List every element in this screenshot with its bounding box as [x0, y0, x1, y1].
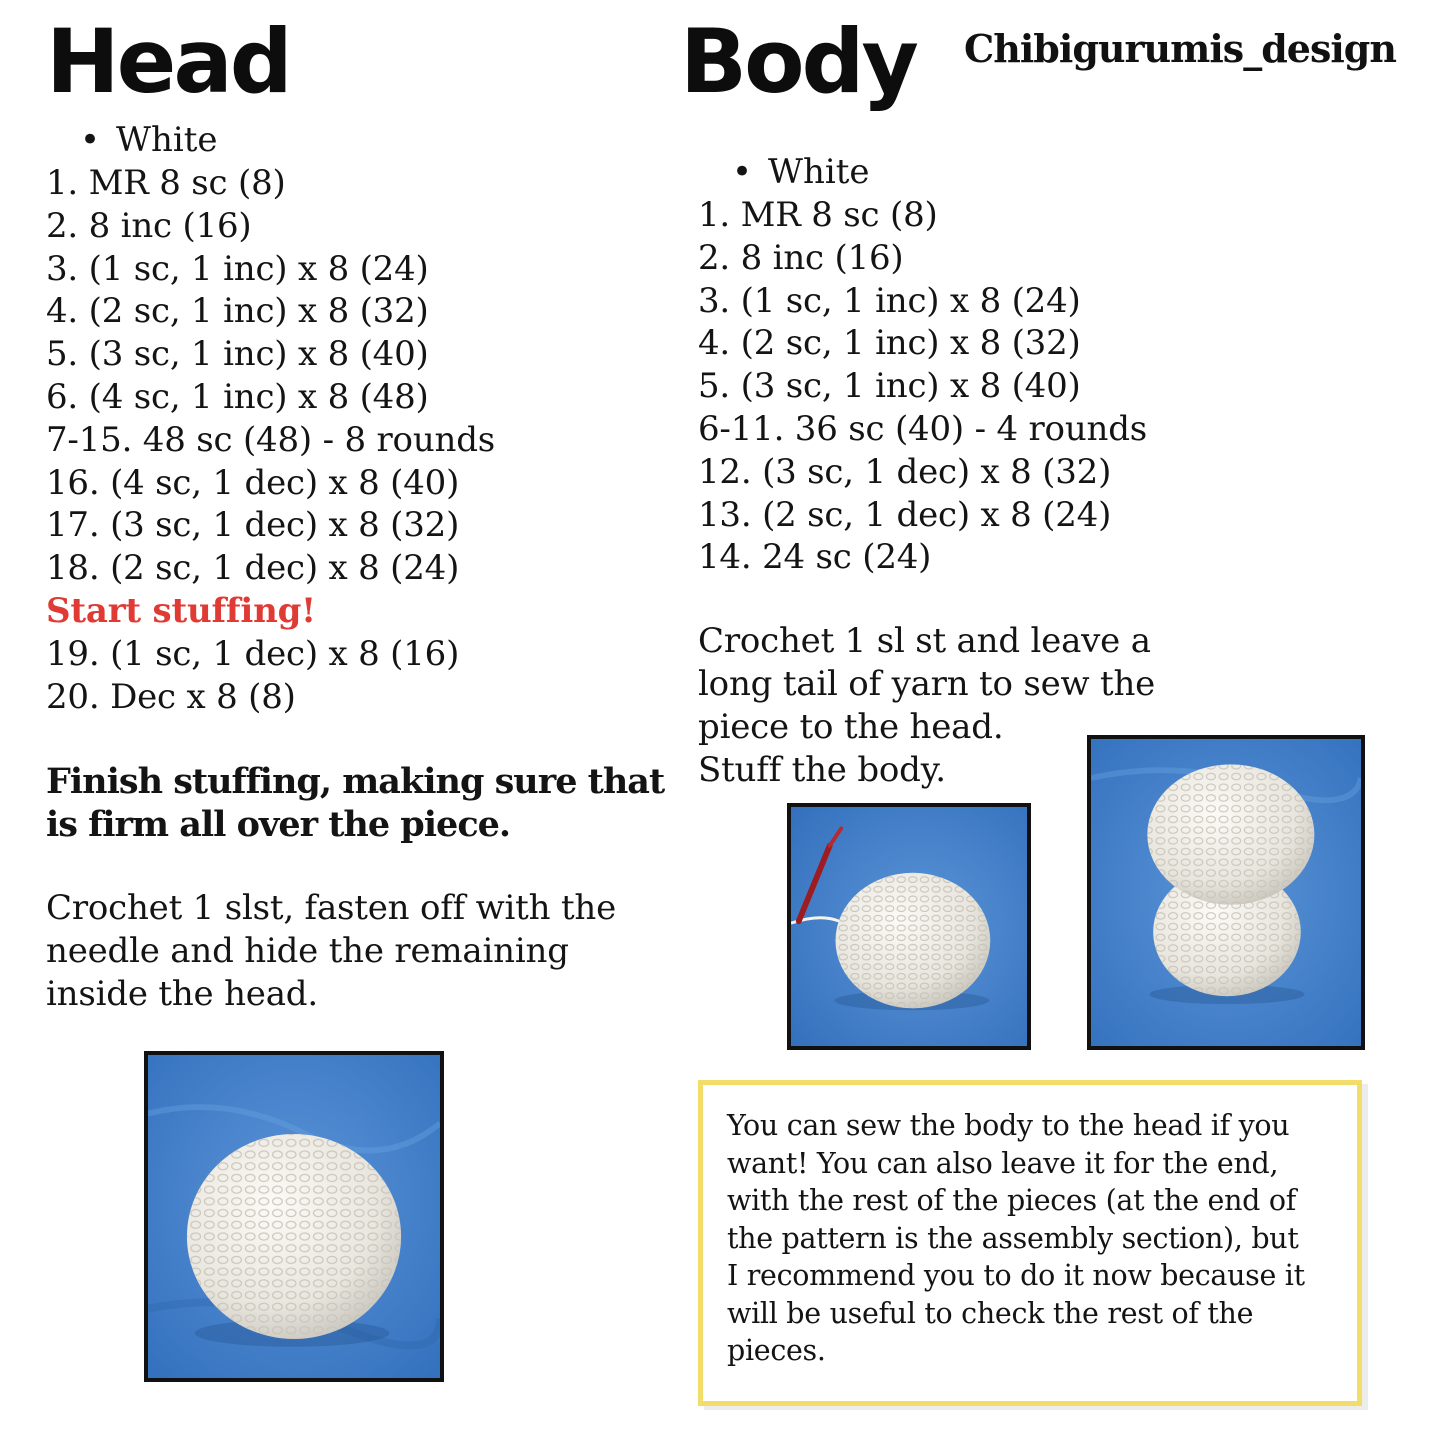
assembled-photo	[1087, 735, 1365, 1050]
body-round: 13. (2 sc, 1 dec) x 8 (24)	[698, 494, 1112, 535]
bullet-icon: •	[732, 152, 753, 192]
bullet-icon: •	[80, 120, 101, 160]
fasten-line: inside the head.	[46, 974, 318, 1014]
finish-note-line: is firm all over the piece.	[46, 804, 511, 845]
start-stuffing-note: Start stuffing!	[46, 590, 316, 631]
head-round: 19. (1 sc, 1 dec) x 8 (16)	[46, 633, 460, 674]
body-round: 2. 8 inc (16)	[698, 237, 904, 278]
head-round: 6. (4 sc, 1 inc) x 8 (48)	[46, 376, 429, 417]
body-round: 5. (3 sc, 1 inc) x 8 (40)	[698, 366, 1081, 407]
head-round: 16. (4 sc, 1 dec) x 8 (40)	[46, 462, 460, 503]
tip-line: with the rest of the pieces (at the end of	[727, 1184, 1296, 1217]
fasten-line: needle and hide the remaining	[46, 931, 569, 971]
tip-line: the pattern is the assembly section), but	[727, 1221, 1299, 1255]
finish-note-line: Finish stuffing, making sure that	[46, 761, 665, 802]
head-round: 2. 8 inc (16)	[46, 205, 252, 246]
finish-stuffing-note	[46, 760, 664, 846]
body-photo	[787, 803, 1031, 1050]
body-color-item	[732, 152, 870, 192]
tail-line: long tail of yarn to sew the	[698, 664, 1156, 704]
body-round: 14. 24 sc (24)	[698, 537, 932, 578]
body-round: 6-11. 36 sc (40) - 4 rounds	[698, 408, 1148, 449]
tip-line: I recommend you to do it now because it	[727, 1259, 1305, 1292]
head-round: 1. MR 8 sc (8)	[46, 163, 286, 203]
head-color-label: White	[116, 120, 218, 160]
head-round: 20. Dec x 8 (8)	[46, 676, 296, 717]
assembly-tip-box	[698, 1080, 1362, 1406]
body-round: 12. (3 sc, 1 dec) x 8 (32)	[698, 451, 1112, 492]
body-color-label: White	[768, 152, 870, 192]
tail-line: piece to the head.	[698, 707, 1004, 747]
head-color-item	[80, 120, 218, 160]
tip-line: You can sew the body to the head if you	[727, 1109, 1290, 1142]
tail-line: Stuff the body.	[698, 750, 946, 790]
body-heading: Body	[680, 10, 916, 113]
head-photo	[144, 1051, 444, 1382]
tail-line: Crochet 1 sl st and leave a	[698, 621, 1151, 661]
head-round: 5. (3 sc, 1 inc) x 8 (40)	[46, 334, 429, 375]
tip-line: want! You can also leave it for the end,	[727, 1146, 1279, 1180]
body-round: 1. MR 8 sc (8)	[698, 195, 938, 235]
head-round: 4. (2 sc, 1 inc) x 8 (32)	[46, 291, 429, 332]
head-round: 7-15. 48 sc (48) - 8 rounds	[46, 419, 496, 460]
tip-line: pieces.	[727, 1334, 826, 1367]
head-heading: Head	[46, 10, 290, 113]
head-round: 3. (1 sc, 1 inc) x 8 (24)	[46, 248, 429, 289]
head-rounds-list	[46, 162, 495, 718]
body-round: 4. (2 sc, 1 inc) x 8 (32)	[698, 323, 1081, 364]
tip-line: will be useful to check the rest of the	[727, 1296, 1254, 1330]
body-round: 3. (1 sc, 1 inc) x 8 (24)	[698, 280, 1081, 321]
body-rounds-list	[698, 194, 1147, 579]
head-round: 18. (2 sc, 1 dec) x 8 (24)	[46, 548, 460, 589]
fasten-off-instructions	[46, 887, 616, 1016]
fasten-line: Crochet 1 slst, fasten off with the	[46, 888, 617, 928]
brand-name: Chibigurumis_design	[964, 26, 1396, 71]
head-round: 17. (3 sc, 1 dec) x 8 (32)	[46, 505, 460, 546]
